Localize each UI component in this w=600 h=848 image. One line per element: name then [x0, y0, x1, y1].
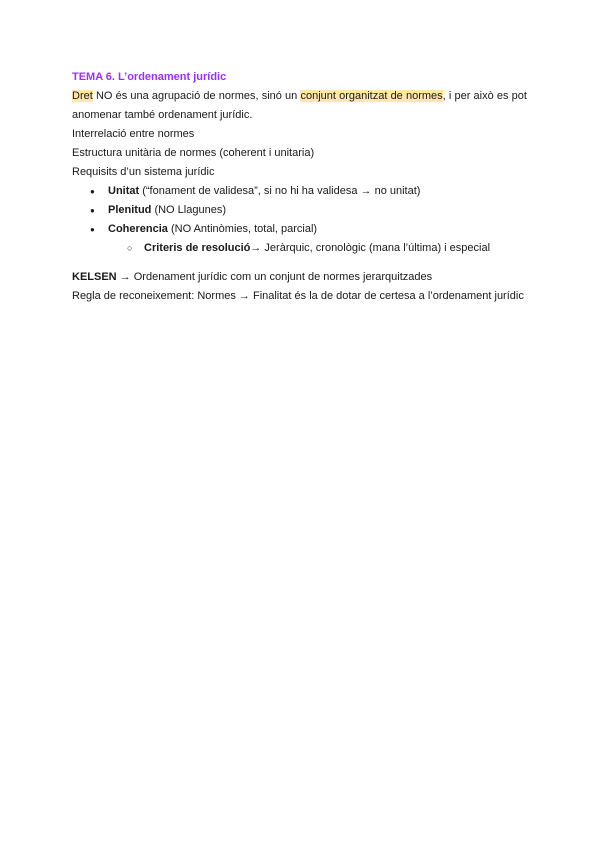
document-body [72, 68, 527, 306]
desc-plenitud: (NO Llagunes) [151, 204, 226, 216]
list-item-criteris [72, 239, 527, 258]
term-unitat: Unitat [108, 185, 140, 197]
line-kelsen [72, 268, 527, 287]
list-item-coherencia [72, 220, 527, 239]
desc-coherencia: (NO Antinòmies, total, parcial) [167, 223, 318, 235]
line-requisits: Requisits d’un sistema jurídic [72, 166, 215, 178]
term-criteris: Criteris de resolució [144, 242, 251, 254]
highlight-conjunt: conjunt organitzat de normes [300, 90, 443, 102]
term-kelsen: KELSEN [72, 271, 117, 283]
paragraph-text: , i per això es pot anomenar també ordenament jurídic. [72, 90, 527, 121]
page-title: TEMA 6. L’ordenament jurídic [72, 71, 227, 83]
paragraph-dret [72, 87, 527, 125]
paragraph-regla: Regla de reconeixement: Normes → Finalitat és la de dotar de certesa a l’ordenament jurídic [72, 290, 524, 302]
list-item-plenitud [72, 201, 527, 220]
line-estructura: Estructura unitària de normes (coherent i unitaria) [72, 147, 315, 159]
highlight-dret: Dret [72, 90, 93, 102]
desc-unitat: (“fonament de validesa”, si no hi ha validesa → no unitat) [139, 185, 421, 197]
term-plenitud: Plenitud [108, 204, 152, 216]
spacer [72, 258, 527, 268]
term-coherencia: Coherencia [108, 223, 168, 235]
desc-kelsen: → Ordenament jurídic com un conjunt de normes jerarquitzades [116, 271, 433, 283]
line-interrelacio: Interrelació entre normes [72, 128, 195, 140]
criteris-list [72, 239, 527, 258]
requisits-list [72, 182, 527, 239]
paragraph-text: NO és una agrupació de normes, sinó un [92, 90, 301, 102]
list-item-unitat [72, 182, 527, 201]
desc-criteris: → Jeràrquic, cronològic (mana l’última) i especial [250, 242, 491, 254]
